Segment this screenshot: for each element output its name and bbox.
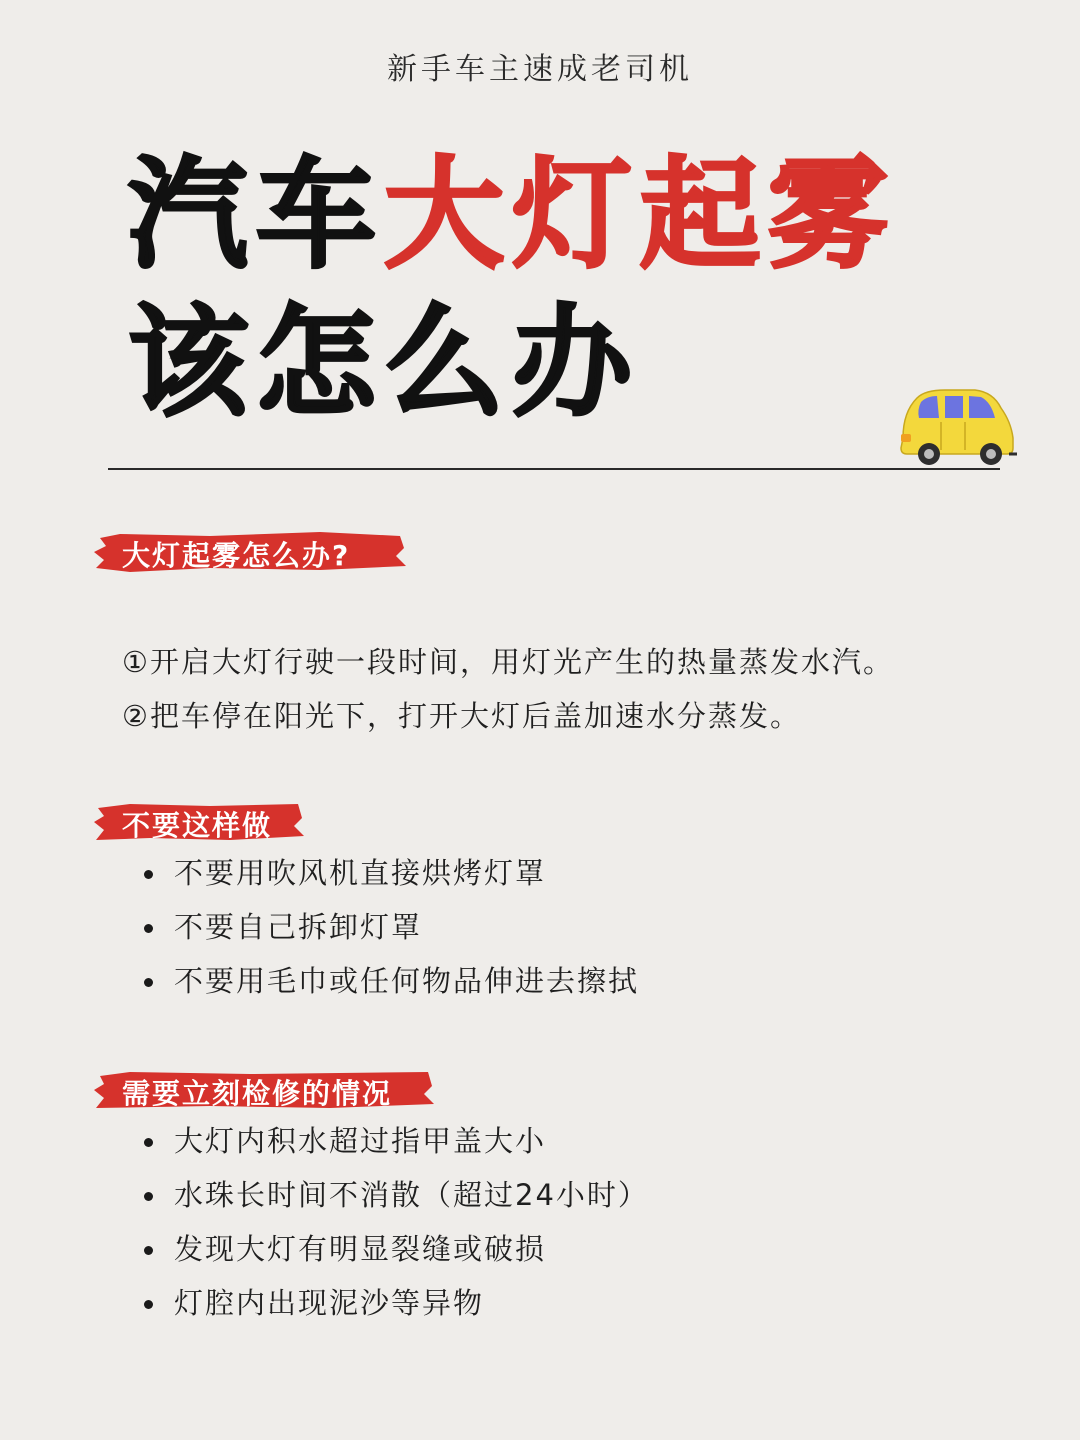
header-kicker: 新手车主速成老司机 (387, 52, 693, 87)
bullet-dot (144, 1192, 153, 1201)
bullet-dot (144, 978, 153, 987)
yellow-car-icon (893, 382, 1021, 472)
list-item (144, 954, 639, 1008)
repair-list (144, 1114, 649, 1330)
bullet-dot (144, 870, 153, 879)
list-item (144, 1168, 649, 1222)
list-item (144, 1276, 649, 1330)
list-item (144, 1222, 649, 1276)
list-item (144, 1114, 649, 1168)
list-item-text: 不要用吹风机直接烘烤灯罩 (174, 856, 547, 890)
bullet-dot (144, 1300, 153, 1309)
bullet-dot (144, 1246, 153, 1255)
bullet-dot (144, 924, 153, 933)
section-tag-repair (90, 1064, 436, 1116)
section-tag-label: 需要立刻检修的情况 (122, 1077, 393, 1110)
section-tag-dont (90, 796, 306, 848)
bullet-dot (144, 1138, 153, 1147)
list-item-text: 不要自己拆卸灯罩 (174, 910, 423, 944)
page-title-line2: 该怎么办 (128, 294, 640, 433)
page-title-line1 (128, 146, 896, 285)
section-tag-how-to (90, 526, 408, 578)
list-item (144, 846, 639, 900)
step-item: ①开启大灯行驶一段时间，用灯光产生的热量蒸发水汽。 (122, 645, 894, 679)
section-tag-label: 不要这样做 (122, 809, 273, 842)
list-item (144, 900, 639, 954)
list-item-text: 大灯内积水超过指甲盖大小 (174, 1124, 547, 1158)
list-item-text: 灯腔内出现泥沙等异物 (174, 1286, 485, 1320)
title-highlight-text: 大灯起雾 (384, 146, 896, 285)
step-item: ②把车停在阳光下，打开大灯后盖加速水分蒸发。 (122, 699, 801, 733)
list-item-text: 发现大灯有明显裂缝或破损 (174, 1232, 547, 1266)
section-tag-label: 大灯起雾怎么办? (122, 539, 351, 572)
list-item-text: 不要用毛巾或任何物品伸进去擦拭 (174, 964, 640, 998)
title-divider (108, 468, 1000, 470)
dont-list (144, 846, 639, 1008)
title-plain-text: 汽车 (128, 146, 384, 285)
list-item-text: 水珠长时间不消散（超过24小时） (174, 1178, 649, 1212)
